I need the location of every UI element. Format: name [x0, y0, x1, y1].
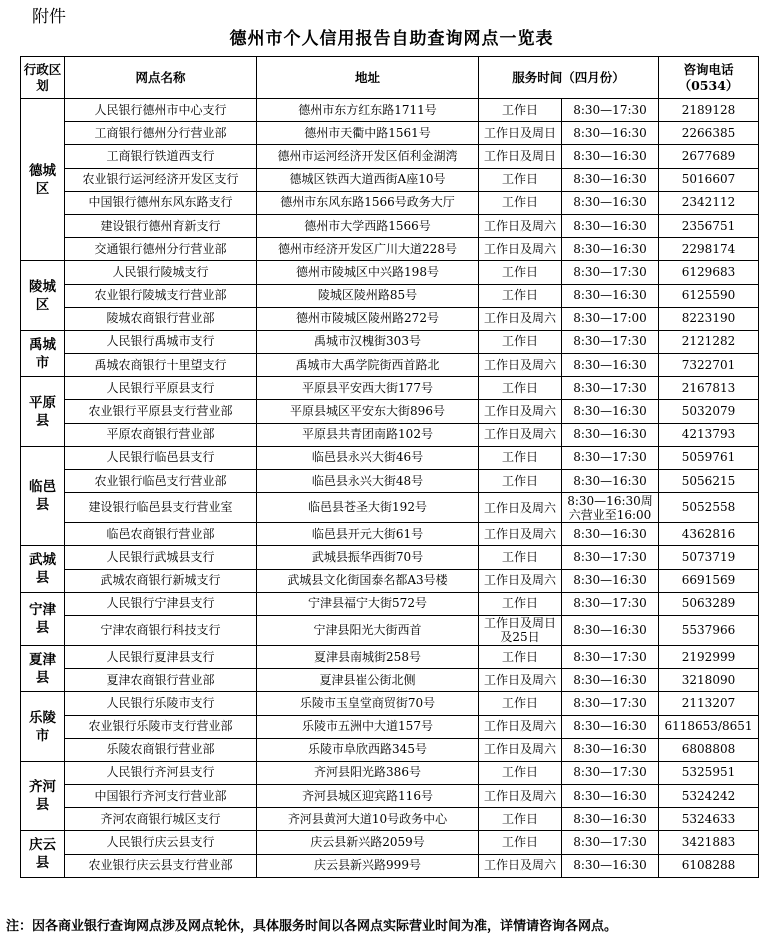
table-row — [21, 238, 759, 261]
service-hours-cell: 8:30—16:30周六营业至16:00 — [562, 493, 659, 523]
phone-cell: 5032079 — [659, 400, 759, 423]
service-days-cell: 工作日及周六 — [479, 785, 562, 808]
service-days-cell: 工作日及周日及25日 — [479, 615, 562, 645]
branch-name-cell: 工商银行铁道西支行 — [65, 145, 257, 168]
phone-cell: 5059761 — [659, 446, 759, 469]
address-cell: 夏津县崔公街北侧 — [257, 669, 479, 692]
branch-name-cell: 陵城农商银行营业部 — [65, 307, 257, 330]
service-hours-cell: 8:30—17:00 — [562, 307, 659, 330]
phone-cell: 5537966 — [659, 615, 759, 645]
table-row — [21, 785, 759, 808]
phone-cell: 7322701 — [659, 354, 759, 377]
service-days-cell: 工作日及周六 — [479, 854, 562, 877]
phone-cell: 4213793 — [659, 423, 759, 446]
phone-cell: 5325951 — [659, 761, 759, 784]
page-title: 德州市个人信用报告自助查询网点一览表 — [229, 29, 554, 49]
table-row — [21, 854, 759, 877]
annex-label: 附件 — [32, 7, 66, 27]
branch-name-cell: 平原农商银行营业部 — [65, 423, 257, 446]
service-days-cell: 工作日 — [479, 261, 562, 284]
branch-name-cell: 人民银行乐陵市支行 — [65, 692, 257, 715]
branch-name-cell: 乐陵农商银行营业部 — [65, 738, 257, 761]
header-district: 行政区划 — [21, 57, 65, 99]
service-days-cell: 工作日 — [479, 168, 562, 191]
phone-cell: 3218090 — [659, 669, 759, 692]
service-hours-cell: 8:30—16:30 — [562, 738, 659, 761]
service-hours-cell: 8:30—16:30 — [562, 354, 659, 377]
address-cell: 德州市东方红东路1711号 — [257, 99, 479, 122]
service-days-cell: 工作日及周日 — [479, 122, 562, 145]
table-row — [21, 831, 759, 854]
table-row — [21, 738, 759, 761]
branch-name-cell: 人民银行德州市中心支行 — [65, 99, 257, 122]
branch-name-cell: 临邑农商银行营业部 — [65, 523, 257, 546]
service-hours-cell: 8:30—16:30 — [562, 615, 659, 645]
district-cell: 乐陵市 — [21, 692, 65, 762]
branch-name-cell: 人民银行禹城市支行 — [65, 330, 257, 353]
service-hours-cell: 8:30—16:30 — [562, 808, 659, 831]
table-row — [21, 377, 759, 400]
phone-cell: 2113207 — [659, 692, 759, 715]
address-cell: 庆云县新兴路999号 — [257, 854, 479, 877]
district-cell: 德城区 — [21, 99, 65, 261]
phone-cell: 5016607 — [659, 168, 759, 191]
address-cell: 临邑县永兴大街48号 — [257, 470, 479, 493]
table-row — [21, 145, 759, 168]
service-hours-cell: 8:30—16:30 — [562, 785, 659, 808]
branch-name-cell: 夏津农商银行营业部 — [65, 669, 257, 692]
branch-name-cell: 农业银行平原县支行营业部 — [65, 400, 257, 423]
district-cell: 齐河县 — [21, 761, 65, 831]
table-row — [21, 546, 759, 569]
service-days-cell: 工作日及周日 — [479, 145, 562, 168]
phone-cell: 2356751 — [659, 214, 759, 237]
address-cell: 德州市陵城区陵州路272号 — [257, 307, 479, 330]
service-hours-cell: 8:30—16:30 — [562, 854, 659, 877]
address-cell: 德州市陵城区中兴路198号 — [257, 261, 479, 284]
table-row — [21, 122, 759, 145]
address-cell: 德州市运河经济开发区佰利金湖湾 — [257, 145, 479, 168]
service-days-cell: 工作日及周六 — [479, 400, 562, 423]
phone-cell: 5324633 — [659, 808, 759, 831]
service-days-cell: 工作日 — [479, 446, 562, 469]
branch-table — [20, 56, 759, 878]
service-days-cell: 工作日及周六 — [479, 715, 562, 738]
service-days-cell: 工作日及周六 — [479, 354, 562, 377]
header-service: 服务时间（四月份） — [479, 57, 659, 99]
address-cell: 乐陵市五洲中大道157号 — [257, 715, 479, 738]
branch-name-cell: 农业银行陵城支行营业部 — [65, 284, 257, 307]
phone-cell: 5063289 — [659, 592, 759, 615]
service-hours-cell: 8:30—16:30 — [562, 284, 659, 307]
address-cell: 齐河县城区迎宾路116号 — [257, 785, 479, 808]
branch-name-cell: 工商银行德州分行营业部 — [65, 122, 257, 145]
table-row — [21, 261, 759, 284]
branch-name-cell: 人民银行武城县支行 — [65, 546, 257, 569]
service-hours-cell: 8:30—16:30 — [562, 400, 659, 423]
service-days-cell: 工作日 — [479, 692, 562, 715]
table-header-row — [21, 57, 759, 99]
service-hours-cell: 8:30—16:30 — [562, 569, 659, 592]
address-cell: 德州市天衢中路1561号 — [257, 122, 479, 145]
service-days-cell: 工作日及周六 — [479, 493, 562, 523]
district-cell: 陵城区 — [21, 261, 65, 331]
service-days-cell: 工作日及周六 — [479, 214, 562, 237]
service-days-cell: 工作日 — [479, 99, 562, 122]
table-row — [21, 400, 759, 423]
phone-cell: 5073719 — [659, 546, 759, 569]
service-days-cell: 工作日 — [479, 191, 562, 214]
branch-name-cell: 交通银行德州分行营业部 — [65, 238, 257, 261]
phone-cell: 5056215 — [659, 470, 759, 493]
address-cell: 齐河县黄河大道10号政务中心 — [257, 808, 479, 831]
table-row — [21, 191, 759, 214]
district-cell: 庆云县 — [21, 831, 65, 877]
table-row — [21, 307, 759, 330]
branch-name-cell: 人民银行临邑县支行 — [65, 446, 257, 469]
branch-name-cell: 武城农商银行新城支行 — [65, 569, 257, 592]
table-row — [21, 493, 759, 523]
table-row — [21, 284, 759, 307]
service-hours-cell: 8:30—16:30 — [562, 168, 659, 191]
branch-name-cell: 中国银行德州东风东路支行 — [65, 191, 257, 214]
district-cell: 平原县 — [21, 377, 65, 447]
phone-cell: 6108288 — [659, 854, 759, 877]
table-row — [21, 692, 759, 715]
service-hours-cell: 8:30—17:30 — [562, 831, 659, 854]
service-days-cell: 工作日 — [479, 546, 562, 569]
service-days-cell: 工作日 — [479, 761, 562, 784]
address-cell: 庆云县新兴路2059号 — [257, 831, 479, 854]
service-hours-cell: 8:30—17:30 — [562, 692, 659, 715]
phone-cell: 5324242 — [659, 785, 759, 808]
phone-cell: 4362816 — [659, 523, 759, 546]
phone-cell: 5052558 — [659, 493, 759, 523]
address-cell: 陵城区陵州路85号 — [257, 284, 479, 307]
service-days-cell: 工作日及周六 — [479, 423, 562, 446]
service-hours-cell: 8:30—16:30 — [562, 669, 659, 692]
table-row — [21, 446, 759, 469]
service-hours-cell: 8:30—17:30 — [562, 377, 659, 400]
header-phone: 咨询电话（0534） — [659, 57, 759, 99]
address-cell: 临邑县开元大街61号 — [257, 523, 479, 546]
address-cell: 乐陵市玉皇堂商贸街70号 — [257, 692, 479, 715]
district-cell: 夏津县 — [21, 645, 65, 691]
address-cell: 德州市东风东路1566号政务大厅 — [257, 191, 479, 214]
service-days-cell: 工作日 — [479, 592, 562, 615]
service-days-cell: 工作日 — [479, 645, 562, 668]
table-row — [21, 354, 759, 377]
address-cell: 夏津县南城街258号 — [257, 645, 479, 668]
service-days-cell: 工作日 — [479, 831, 562, 854]
branch-name-cell: 禹城农商银行十里望支行 — [65, 354, 257, 377]
branch-name-cell: 人民银行齐河县支行 — [65, 761, 257, 784]
service-days-cell: 工作日及周六 — [479, 738, 562, 761]
service-hours-cell: 8:30—16:30 — [562, 523, 659, 546]
phone-cell: 2192999 — [659, 645, 759, 668]
branch-name-cell: 建设银行德州育新支行 — [65, 214, 257, 237]
phone-cell: 2298174 — [659, 238, 759, 261]
service-hours-cell: 8:30—17:30 — [562, 645, 659, 668]
address-cell: 禹城市汉槐街303号 — [257, 330, 479, 353]
address-cell: 乐陵市阜欣西路345号 — [257, 738, 479, 761]
phone-cell: 2167813 — [659, 377, 759, 400]
service-hours-cell: 8:30—17:30 — [562, 546, 659, 569]
address-cell: 德城区铁西大道西街A座10号 — [257, 168, 479, 191]
service-days-cell: 工作日 — [479, 470, 562, 493]
branch-name-cell: 农业银行临邑支行营业部 — [65, 470, 257, 493]
address-cell: 武城县振华西街70号 — [257, 546, 479, 569]
service-days-cell: 工作日 — [479, 377, 562, 400]
table-row — [21, 423, 759, 446]
table-row — [21, 669, 759, 692]
phone-cell: 6129683 — [659, 261, 759, 284]
address-cell: 临邑县永兴大街46号 — [257, 446, 479, 469]
address-cell: 禹城市大禹学院街西首路北 — [257, 354, 479, 377]
service-days-cell: 工作日及周六 — [479, 569, 562, 592]
phone-cell: 6808808 — [659, 738, 759, 761]
phone-cell: 6691569 — [659, 569, 759, 592]
table-row — [21, 715, 759, 738]
table-row — [21, 645, 759, 668]
branch-name-cell: 农业银行乐陵市支行营业部 — [65, 715, 257, 738]
district-cell: 临邑县 — [21, 446, 65, 546]
service-hours-cell: 8:30—17:30 — [562, 99, 659, 122]
phone-cell: 8223190 — [659, 307, 759, 330]
service-hours-cell: 8:30—17:30 — [562, 261, 659, 284]
service-hours-cell: 8:30—17:30 — [562, 592, 659, 615]
address-cell: 平原县城区平安东大街896号 — [257, 400, 479, 423]
branch-name-cell: 人民银行平原县支行 — [65, 377, 257, 400]
service-days-cell: 工作日 — [479, 330, 562, 353]
service-hours-cell: 8:30—16:30 — [562, 145, 659, 168]
phone-cell: 3421883 — [659, 831, 759, 854]
service-hours-cell: 8:30—16:30 — [562, 191, 659, 214]
service-hours-cell: 8:30—17:30 — [562, 446, 659, 469]
phone-cell: 2121282 — [659, 330, 759, 353]
branch-name-cell: 建设银行临邑县支行营业室 — [65, 493, 257, 523]
service-days-cell: 工作日及周六 — [479, 523, 562, 546]
branch-name-cell: 农业银行运河经济开发区支行 — [65, 168, 257, 191]
table-row — [21, 99, 759, 122]
service-hours-cell: 8:30—16:30 — [562, 214, 659, 237]
address-cell: 宁津县福宁大街572号 — [257, 592, 479, 615]
branch-name-cell: 齐河农商银行城区支行 — [65, 808, 257, 831]
address-cell: 平原县平安西大街177号 — [257, 377, 479, 400]
service-days-cell: 工作日及周六 — [479, 669, 562, 692]
address-cell: 德州市大学西路1566号 — [257, 214, 479, 237]
service-hours-cell: 8:30—17:30 — [562, 761, 659, 784]
service-days-cell: 工作日及周六 — [479, 238, 562, 261]
district-cell: 宁津县 — [21, 592, 65, 645]
phone-cell: 6125590 — [659, 284, 759, 307]
address-cell: 齐河县阳光路386号 — [257, 761, 479, 784]
address-cell: 临邑县苍圣大街192号 — [257, 493, 479, 523]
table-row — [21, 168, 759, 191]
service-hours-cell: 8:30—16:30 — [562, 470, 659, 493]
address-cell: 德州市经济开发区广川大道228号 — [257, 238, 479, 261]
address-cell: 宁津县阳光大街西首 — [257, 615, 479, 645]
service-hours-cell: 8:30—16:30 — [562, 423, 659, 446]
table-row — [21, 330, 759, 353]
branch-name-cell: 农业银行庆云县支行营业部 — [65, 854, 257, 877]
table-row — [21, 761, 759, 784]
service-hours-cell: 8:30—16:30 — [562, 238, 659, 261]
service-days-cell: 工作日 — [479, 284, 562, 307]
phone-cell: 2189128 — [659, 99, 759, 122]
branch-name-cell: 人民银行夏津县支行 — [65, 645, 257, 668]
header-name: 网点名称 — [65, 57, 257, 99]
table-row — [21, 214, 759, 237]
branch-name-cell: 人民银行宁津县支行 — [65, 592, 257, 615]
district-cell: 武城县 — [21, 546, 65, 592]
address-cell: 武城县文化街国泰名都A3号楼 — [257, 569, 479, 592]
table-body — [21, 99, 759, 878]
table-row — [21, 470, 759, 493]
branch-name-cell: 人民银行陵城支行 — [65, 261, 257, 284]
service-hours-cell: 8:30—17:30 — [562, 330, 659, 353]
footnote: 注：因各商业银行查询网点涉及网点轮休，具体服务时间以各网点实际营业时间为准，详情请咨询各网点。 — [6, 919, 618, 934]
header-address: 地址 — [257, 57, 479, 99]
table-row — [21, 569, 759, 592]
phone-cell: 2342112 — [659, 191, 759, 214]
table-row — [21, 808, 759, 831]
address-cell: 平原县共青团南路102号 — [257, 423, 479, 446]
table-row — [21, 615, 759, 645]
branch-name-cell: 中国银行齐河支行营业部 — [65, 785, 257, 808]
table-row — [21, 523, 759, 546]
service-hours-cell: 8:30—16:30 — [562, 715, 659, 738]
district-cell: 禹城市 — [21, 330, 65, 376]
phone-cell: 6118653/8651 — [659, 715, 759, 738]
branch-name-cell: 人民银行庆云县支行 — [65, 831, 257, 854]
service-hours-cell: 8:30—16:30 — [562, 122, 659, 145]
phone-cell: 2677689 — [659, 145, 759, 168]
service-days-cell: 工作日 — [479, 808, 562, 831]
branch-name-cell: 宁津农商银行科技支行 — [65, 615, 257, 645]
service-days-cell: 工作日及周六 — [479, 307, 562, 330]
phone-cell: 2266385 — [659, 122, 759, 145]
table-row — [21, 592, 759, 615]
